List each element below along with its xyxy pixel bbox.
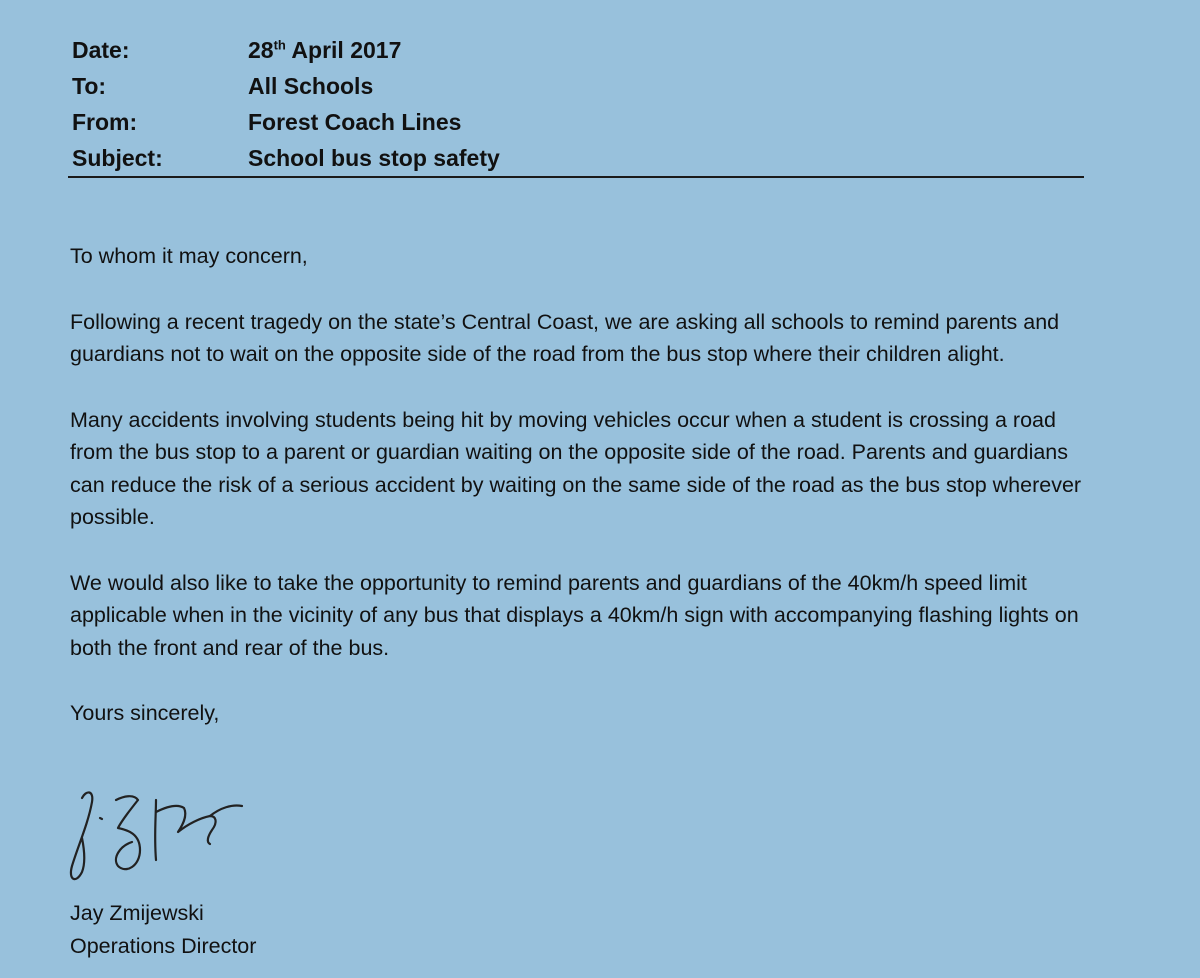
to-row — [72, 68, 1084, 104]
subject-row — [72, 140, 1084, 176]
from-label: From: — [72, 108, 138, 135]
header-divider — [68, 176, 1084, 178]
from-value: Forest Coach Lines — [248, 108, 462, 135]
memo-header — [72, 32, 1084, 176]
date-label: Date: — [72, 36, 130, 63]
signer-name: Jay Zmijewski — [70, 901, 204, 925]
subject-value: School bus stop safety — [248, 144, 500, 171]
from-row — [72, 104, 1084, 140]
date-row — [72, 32, 1084, 68]
to-label: To: — [72, 72, 107, 99]
paragraph-2: Many accidents involving students being hit by moving vehicles occur when a student is crossing a road from the bus stop to a parent or guardian waiting on the opposite side of the road. Parents and guardians can reduce the risk of a serious accident by waiting on the same side of the road as the bus stop wherever possible. — [70, 407, 1082, 529]
closing: Yours sincerely, — [70, 701, 220, 725]
subject-label: Subject: — [72, 144, 163, 171]
salutation: To whom it may concern, — [70, 244, 308, 268]
date-value: 28th April 2017 — [248, 36, 402, 63]
letter-body — [70, 240, 1100, 730]
paragraph-1: Following a recent tragedy on the state’s Central Coast, we are asking all schools to remind parents and guardians not to wait on the opposite side of the road from the bus stop where their children alight. — [70, 309, 1060, 366]
handwritten-signature — [60, 776, 260, 888]
signer-block — [70, 897, 256, 963]
to-value: All Schools — [248, 72, 374, 99]
signer-title: Operations Director — [70, 934, 257, 958]
paragraph-3: We would also like to take the opportunity to remind parents and guardians of the 40km/h speed limit applicable when in the vicinity of any bus that displays a 40km/h sign with accompanying flashing lights on both the front and rear of the bus. — [70, 570, 1079, 660]
